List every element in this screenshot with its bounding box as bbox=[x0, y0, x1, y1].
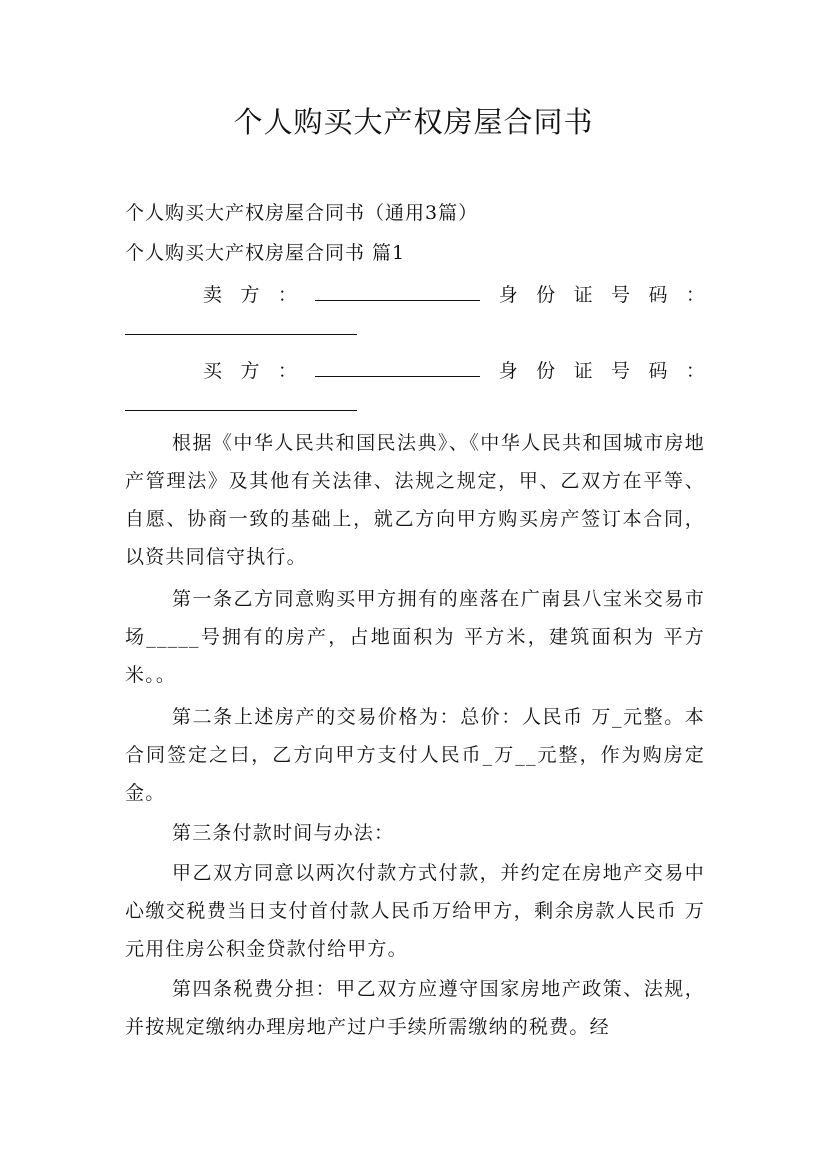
section-heading: 个人购买大产权房屋合同书 篇1 bbox=[125, 242, 406, 264]
paragraph-article-3: 第三条付款时间与办法： bbox=[172, 822, 395, 844]
seller-id-label-char: ： bbox=[685, 284, 705, 306]
buyer-row bbox=[125, 356, 705, 416]
document-subtitle: 个人购买大产权房屋合同书（通用3篇） bbox=[125, 202, 479, 224]
seller-id-blank bbox=[125, 334, 357, 335]
buyer-label-char: ： bbox=[277, 360, 297, 382]
paragraph-preamble: 根据《中华人民共和国民法典》、《中华人民共和国城市房地产管理法》及其他有关法律、法规之规定，甲、乙双方在平等、自愿、协商一致的基础上，就乙方向甲方购买房产签订本合同，以资共同信守执行。 bbox=[125, 432, 705, 568]
buyer-id-label-char: 码 bbox=[648, 360, 668, 382]
seller-label-char: 卖 bbox=[203, 284, 223, 306]
seller-id-label-char: 号 bbox=[611, 284, 631, 306]
buyer-id-label-char: 证 bbox=[573, 360, 593, 382]
seller-row bbox=[125, 280, 705, 340]
buyer-id-label-char: ： bbox=[685, 360, 705, 382]
buyer-name-blank bbox=[315, 358, 480, 377]
seller-id-label-char: 码 bbox=[648, 284, 668, 306]
seller-id-label-char: 身 bbox=[498, 284, 518, 306]
paragraph-article-1: 第一条乙方同意购买甲方拥有的座落在广南县八宝米交易市场_____号拥有的房产，占地面积为 平方米，建筑面积为 平方米。。 bbox=[125, 588, 705, 686]
buyer-label-char: 方 bbox=[240, 360, 260, 382]
seller-id-label-char: 份 bbox=[536, 284, 556, 306]
paragraph-article-4: 第四条税费分担：甲乙双方应遵守国家房地产政策、法规，并按规定缴纳办理房地产过户手续所需缴纳的税费。经 bbox=[125, 978, 705, 1038]
paragraph-article-2: 第二条上述房产的交易价格为：总价：人民币 万_元整。本合同签定之曰，乙方向甲方支付人民币_万__元整，作为购房定金。 bbox=[125, 706, 705, 804]
seller-name-blank bbox=[315, 282, 480, 301]
buyer-id-label-char: 号 bbox=[611, 360, 631, 382]
paragraph-payment-terms: 甲乙双方同意以两次付款方式付款，并约定在房地产交易中心缴交税费当日支付首付款人民币万给甲方，剩余房款人民币 万元用住房公积金贷款付给甲方。 bbox=[125, 862, 705, 960]
buyer-label-char: 买 bbox=[203, 360, 223, 382]
buyer-id-blank bbox=[125, 410, 357, 411]
seller-label-char: 方 bbox=[240, 284, 260, 306]
buyer-id-label-char: 身 bbox=[498, 360, 518, 382]
document-title: 个人购买大产权房屋合同书 bbox=[233, 105, 594, 139]
seller-id-label-char: 证 bbox=[573, 284, 593, 306]
buyer-id-label-char: 份 bbox=[536, 360, 556, 382]
seller-label-char: ： bbox=[277, 284, 297, 306]
